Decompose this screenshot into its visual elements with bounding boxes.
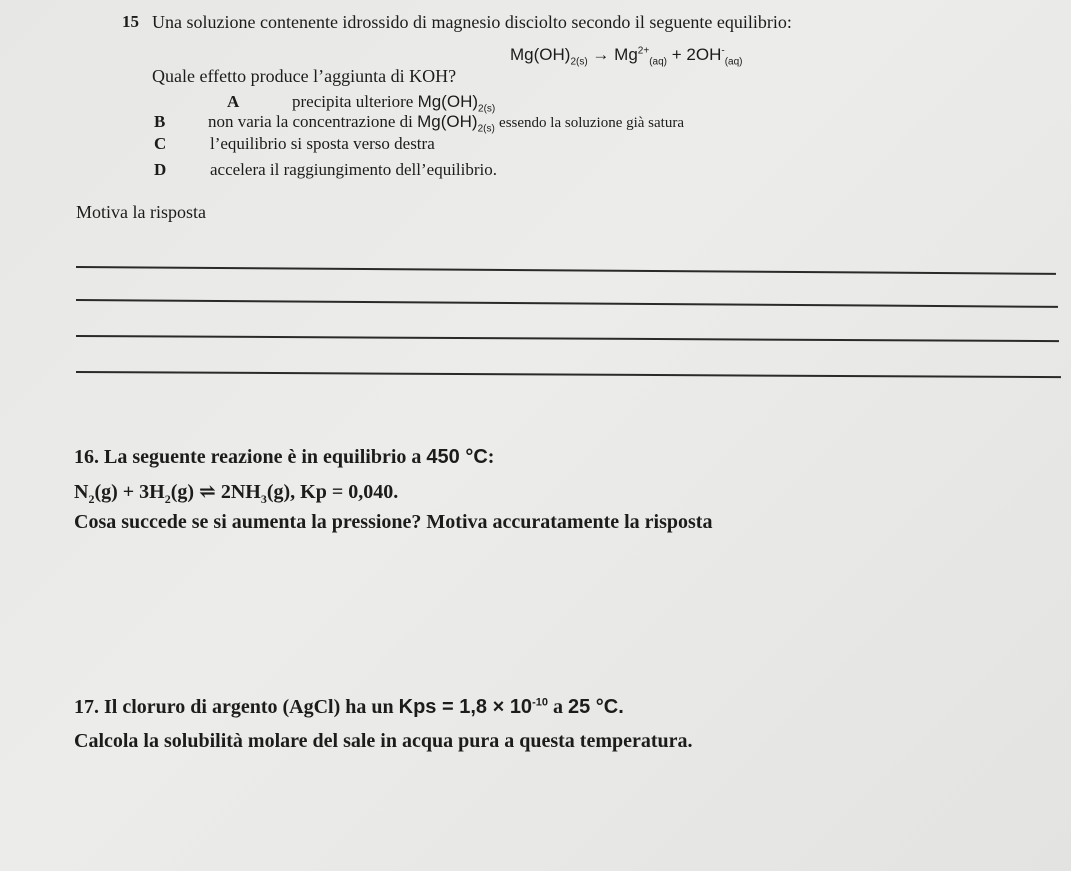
formula-state: 2(s) xyxy=(477,123,495,135)
eq-reactant-state: 2(s) xyxy=(570,56,588,68)
option-b[interactable] xyxy=(154,112,165,132)
reaction-h2-sub: 2 xyxy=(164,492,171,506)
eq-product-oh-charge: - xyxy=(721,45,725,57)
option-c[interactable] xyxy=(154,134,166,154)
question-16-title xyxy=(74,446,494,469)
motiva-label: Motiva la risposta xyxy=(76,202,206,222)
eq-product-oh-state: (aq) xyxy=(724,56,743,68)
q17-kps-exponent: -10 xyxy=(532,696,548,709)
question-15-number: 15 xyxy=(122,12,139,31)
reaction-part: (g), xyxy=(266,481,301,503)
question-16-prompt: Cosa succede se si aumenta la pressione? Motiva accuratamente la risposta xyxy=(74,511,713,533)
option-a[interactable] xyxy=(227,92,239,112)
option-text-after: essendo la soluzione già satura xyxy=(499,115,684,131)
option-letter: C xyxy=(154,134,167,153)
q16-title-colon: : xyxy=(487,446,495,468)
option-letter: D xyxy=(154,160,167,179)
reaction-n2: N xyxy=(74,481,89,503)
answer-line[interactable] xyxy=(76,335,1059,342)
eq-product-mg-charge: 2+ xyxy=(637,45,650,57)
q17-kps xyxy=(399,696,548,718)
question-16-reaction xyxy=(74,479,398,507)
option-letter: B xyxy=(154,112,166,131)
option-b-text xyxy=(208,112,684,134)
reaction-nh3-sub: 3 xyxy=(260,492,267,506)
q17-title-text: 17. Il cloruro di argento (AgCl) ha un xyxy=(74,696,394,718)
q16-title-text: 16. La seguente reazione è in equilibrio a xyxy=(74,446,422,468)
reaction-part: (g) ⇌ 2NH xyxy=(170,481,261,503)
question-15-intro: Una soluzione contenente idrossido di magnesio disciolto secondo il seguente equilibrio: xyxy=(152,12,792,32)
eq-product-oh: 2OH xyxy=(686,45,722,64)
option-text: precipita ulteriore xyxy=(292,92,414,111)
eq-plus: + xyxy=(671,45,682,64)
q17-title-a: a xyxy=(552,696,563,718)
q17-temperature: 25 °C. xyxy=(567,696,624,718)
answer-line[interactable] xyxy=(76,266,1056,275)
option-letter: A xyxy=(227,92,240,111)
question-17-prompt: Calcola la solubilità molare del sale in acqua pura a questa temperatura. xyxy=(74,730,693,752)
reaction-n2-sub: 2 xyxy=(88,492,95,506)
formula-state: 2(s) xyxy=(478,103,496,115)
answer-line[interactable] xyxy=(76,371,1061,378)
formula-main: Mg(OH) xyxy=(417,112,478,131)
option-formula xyxy=(417,92,496,115)
question-15-prompt: Quale effetto produce l’aggiunta di KOH? xyxy=(152,66,457,86)
eq-reactant: Mg(OH) xyxy=(510,45,571,64)
eq-product-mg: Mg xyxy=(614,45,638,64)
answer-line[interactable] xyxy=(76,299,1058,308)
question-17-title xyxy=(74,696,624,719)
equilibrium-equation xyxy=(510,45,743,67)
reaction-kp: Kp = 0,040. xyxy=(300,481,399,503)
option-d[interactable] xyxy=(154,160,166,180)
option-formula xyxy=(417,112,495,135)
option-d-text: accelera il raggiungimento dell’equilibrio. xyxy=(210,160,497,179)
reaction-part: (g) + 3H xyxy=(94,481,165,503)
q16-temperature: 450 °C xyxy=(426,446,488,468)
q17-kps-value: Kps = 1,8 × 10 xyxy=(398,696,533,718)
formula-main: Mg(OH) xyxy=(417,92,479,111)
eq-product-mg-state: (aq) xyxy=(649,56,667,68)
option-c-text: l’equilibrio si sposta verso destra xyxy=(210,134,435,153)
option-text: non varia la concentrazione di xyxy=(208,112,413,131)
eq-arrow: → xyxy=(592,45,610,64)
